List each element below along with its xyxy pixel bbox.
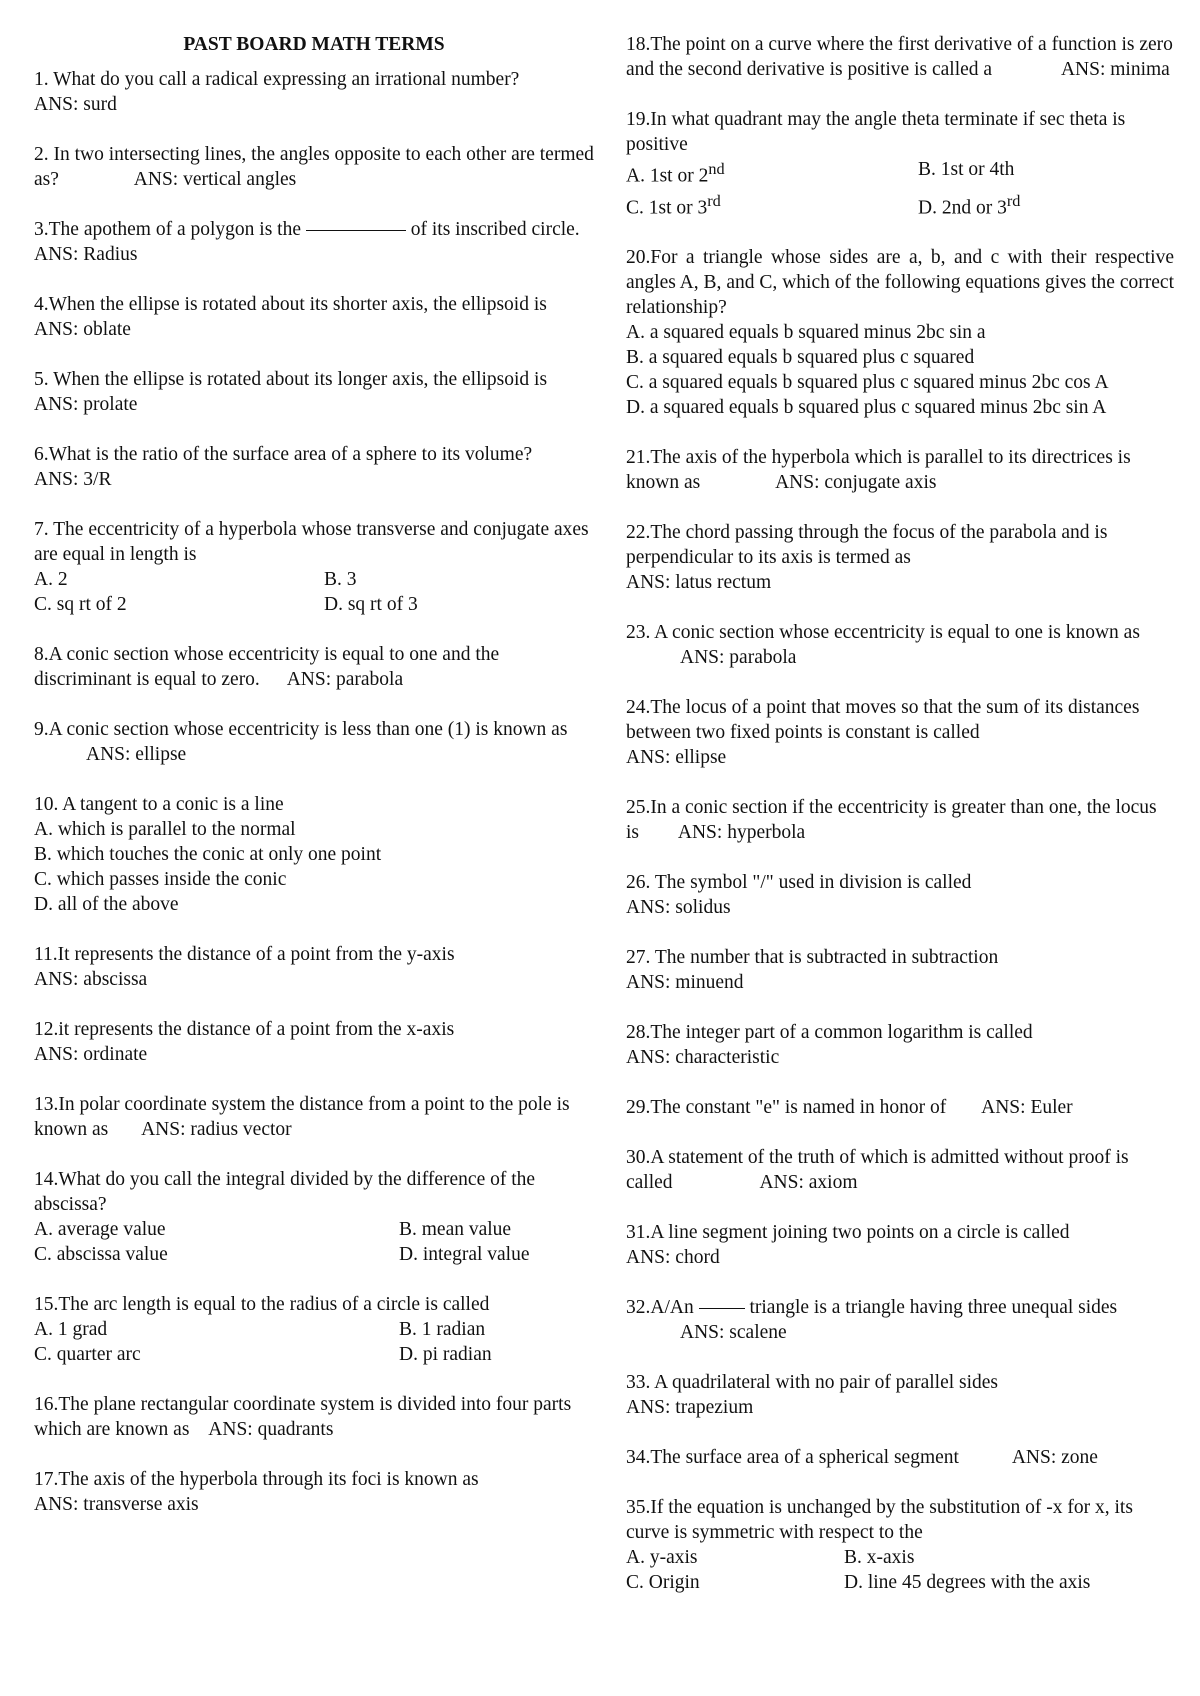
answer: ANS: chord xyxy=(626,1247,720,1268)
option-c: C. a squared equals b squared plus c squared minus 2bc cos A xyxy=(626,372,1109,393)
option-d: D. 2nd or 3rd xyxy=(918,191,1021,218)
answer: ANS: parabola xyxy=(680,647,797,668)
question-stem: 16.The plane rectangular coordinate system is divided into four parts which are known as xyxy=(34,1394,577,1440)
question-29 xyxy=(626,1095,1174,1120)
answer: ANS: Euler xyxy=(981,1097,1073,1118)
question-stem: 32.A/An xyxy=(626,1297,694,1318)
question-6 xyxy=(34,442,594,492)
question-stem: 19.In what quadrant may the angle theta terminate if sec theta is positive xyxy=(626,109,1126,155)
question-stem: 26. The symbol "/" used in division is called xyxy=(626,872,972,893)
option-c: C. Origin xyxy=(626,1572,700,1593)
option-a: A. which is parallel to the normal xyxy=(34,819,296,840)
question-stem: 5. When the ellipse is rotated about its longer axis, the ellipsoid is xyxy=(34,369,548,390)
question-stem: 35.If the equation is unchanged by the substitution of -x for x, its curve is symmetric with respect to the xyxy=(626,1497,1133,1543)
question-11 xyxy=(34,942,594,992)
question-20 xyxy=(626,245,1174,420)
question-35 xyxy=(626,1495,1174,1595)
question-stem: 14.What do you call the integral divided by the difference of the abscissa? xyxy=(34,1169,536,1215)
question-stem: 13.In polar coordinate system the distance from a point to the pole is known as xyxy=(34,1094,575,1140)
question-stem: 15.The arc length is equal to the radius of a circle is called xyxy=(34,1294,490,1315)
answer: ANS: ellipse xyxy=(86,744,187,765)
answer: ANS: zone xyxy=(1011,1447,1098,1468)
question-23 xyxy=(626,620,1174,670)
fill-in-blank xyxy=(699,1307,745,1309)
question-stem: 3.The apothem of a polygon is the xyxy=(34,219,301,240)
question-stem: 27. The number that is subtracted in subtraction xyxy=(626,947,999,968)
answer: ANS: prolate xyxy=(34,394,138,415)
question-5 xyxy=(34,367,594,417)
question-stem: 22.The chord passing through the focus of the parabola and is perpendicular to its axis is termed as xyxy=(626,522,1113,568)
question-22 xyxy=(626,520,1174,595)
option-c: C. sq rt of 2 xyxy=(34,594,127,615)
question-stem: 25.In a conic section if the eccentricity is greater than one, the locus is xyxy=(626,797,1162,843)
answer: ANS: hyperbola xyxy=(677,822,806,843)
question-stem: 29.The constant "e" is named in honor of xyxy=(626,1097,947,1118)
option-b: B. 1 radian xyxy=(399,1319,486,1340)
question-16 xyxy=(34,1392,594,1442)
option-d: D. line 45 degrees with the axis xyxy=(844,1572,1091,1593)
question-30 xyxy=(626,1145,1174,1195)
question-8 xyxy=(34,642,594,692)
option-a: A. a squared equals b squared minus 2bc sin a xyxy=(626,322,986,343)
option-b: B. which touches the conic at only one point xyxy=(34,844,382,865)
question-7 xyxy=(34,517,594,617)
answer: ANS: solidus xyxy=(626,897,731,918)
question-stem: 1. What do you call a radical expressing an irrational number? xyxy=(34,69,520,90)
question-24 xyxy=(626,695,1174,770)
option-a: A. average value xyxy=(34,1219,166,1240)
answer: ANS: conjugate axis xyxy=(775,472,937,493)
answer: ANS: parabola xyxy=(286,669,404,690)
answer: ANS: oblate xyxy=(34,319,131,340)
answer: ANS: axiom xyxy=(759,1172,858,1193)
question-stem: 2. In two intersecting lines, the angles opposite to each other are termed as? xyxy=(34,144,599,190)
option-b: B. mean value xyxy=(399,1219,512,1240)
answer: ANS: latus rectum xyxy=(626,572,772,593)
question-stem: 12.it represents the distance of a point from the x-axis xyxy=(34,1019,455,1040)
fill-in-blank xyxy=(306,229,406,231)
question-stem: 33. A quadrilateral with no pair of parallel sides xyxy=(626,1372,999,1393)
question-19 xyxy=(626,107,1174,220)
option-a: A. y-axis xyxy=(626,1547,698,1568)
question-stem: 7. The eccentricity of a hyperbola whose transverse and conjugate axes are equal in length is xyxy=(34,519,589,565)
question-stem: 31.A line segment joining two points on a circle is called xyxy=(626,1222,1070,1243)
left-column xyxy=(34,32,599,1542)
answer: ANS: abscissa xyxy=(34,969,148,990)
question-15 xyxy=(34,1292,594,1367)
question-27 xyxy=(626,945,1174,995)
question-13 xyxy=(34,1092,594,1142)
answer: ANS: surd xyxy=(34,94,117,115)
option-d: D. a squared equals b squared plus c squared minus 2bc sin A xyxy=(626,397,1107,418)
option-b: B. 1st or 4th xyxy=(918,159,1015,180)
options xyxy=(626,1545,1174,1595)
option-b: B. 3 xyxy=(324,569,357,590)
question-26 xyxy=(626,870,1174,920)
question-34 xyxy=(626,1445,1174,1470)
question-12 xyxy=(34,1017,594,1067)
question-17 xyxy=(34,1467,594,1517)
answer: ANS: transverse axis xyxy=(34,1494,199,1515)
answer: ANS: ellipse xyxy=(626,747,727,768)
option-a: A. 1 grad xyxy=(34,1319,108,1340)
option-c: C. quarter arc xyxy=(34,1344,141,1365)
question-21 xyxy=(626,445,1174,495)
question-2 xyxy=(34,142,599,192)
option-d: D. pi radian xyxy=(399,1344,492,1365)
question-14 xyxy=(34,1167,594,1267)
question-stem: 34.The surface area of a spherical segment xyxy=(626,1447,959,1468)
option-b: B. a squared equals b squared plus c squared xyxy=(626,347,975,368)
answer: ANS: ordinate xyxy=(34,1044,148,1065)
question-33 xyxy=(626,1370,1174,1420)
question-4 xyxy=(34,292,594,342)
question-stem: 6.What is the ratio of the surface area of a sphere to its volume? xyxy=(34,444,533,465)
question-stem-cont: triangle is a triangle having three unequal sides xyxy=(749,1297,1118,1318)
answer: ANS: 3/R xyxy=(34,469,112,490)
options xyxy=(34,1317,594,1367)
option-a: A. 2 xyxy=(34,569,68,590)
question-stem: 9.A conic section whose eccentricity is less than one (1) is known as xyxy=(34,719,568,740)
question-31 xyxy=(626,1220,1174,1270)
question-stem: 17.The axis of the hyperbola through its foci is known as xyxy=(34,1469,479,1490)
question-stem: 8.A conic section whose eccentricity is equal to one and the discriminant is equal to zero. xyxy=(34,644,505,690)
question-stem: 10. A tangent to a conic is a line xyxy=(34,794,284,815)
question-stem: 23. A conic section whose eccentricity is equal to one is known as xyxy=(626,622,1140,643)
option-d: D. sq rt of 3 xyxy=(324,594,418,615)
option-d: D. integral value xyxy=(399,1244,530,1265)
answer: ANS: quadrants xyxy=(208,1419,334,1440)
question-stem: 28.The integer part of a common logarithm is called xyxy=(626,1022,1033,1043)
answer: ANS: minuend xyxy=(626,972,744,993)
page-title: PAST BOARD MATH TERMS xyxy=(183,34,445,55)
option-c: C. abscissa value xyxy=(34,1244,168,1265)
option-b: B. x-axis xyxy=(844,1547,915,1568)
question-3 xyxy=(34,217,594,267)
question-stem: 24.The locus of a point that moves so that the sum of its distances between two fixed points is constant is called xyxy=(626,697,1145,743)
option-d: D. all of the above xyxy=(34,894,179,915)
answer: ANS: radius vector xyxy=(141,1119,292,1140)
question-stem: 21.The axis of the hyperbola which is parallel to its directrices is known as xyxy=(626,447,1136,493)
options xyxy=(34,1217,594,1267)
answer: ANS: vertical angles xyxy=(133,169,297,190)
question-stem: 4.When the ellipse is rotated about its shorter axis, the ellipsoid is xyxy=(34,294,547,315)
question-stem: 20.For a triangle whose sides are a, b, and c with their respective angles A, B, and C, which of the following equations gives the correct relationship? xyxy=(626,247,1174,318)
question-stem: 18.The point on a curve where the first derivative of a function is zero and the second derivative is positive is called a xyxy=(626,34,1178,80)
option-a: A. 1st or 2nd xyxy=(626,160,725,187)
question-stem: 11.It represents the distance of a point from the y-axis xyxy=(34,944,455,965)
question-9 xyxy=(34,717,594,767)
option-c: C. which passes inside the conic xyxy=(34,869,287,890)
question-32 xyxy=(626,1295,1174,1345)
answer: ANS: scalene xyxy=(680,1322,787,1343)
options xyxy=(626,157,1174,220)
options xyxy=(34,567,594,617)
option-c: C. 1st or 3rd xyxy=(626,191,721,218)
right-column xyxy=(626,32,1178,1620)
answer: ANS: Radius xyxy=(34,244,138,265)
question-18 xyxy=(626,32,1178,82)
question-stem-cont: of its inscribed circle. xyxy=(410,219,580,240)
question-stem: 30.A statement of the truth of which is admitted without proof is called xyxy=(626,1147,1134,1193)
answer: ANS: characteristic xyxy=(626,1047,780,1068)
question-1 xyxy=(34,67,594,117)
question-25 xyxy=(626,795,1174,845)
question-28 xyxy=(626,1020,1174,1070)
answer: ANS: trapezium xyxy=(626,1397,754,1418)
answer: ANS: minima xyxy=(1060,59,1170,80)
question-10 xyxy=(34,792,594,917)
